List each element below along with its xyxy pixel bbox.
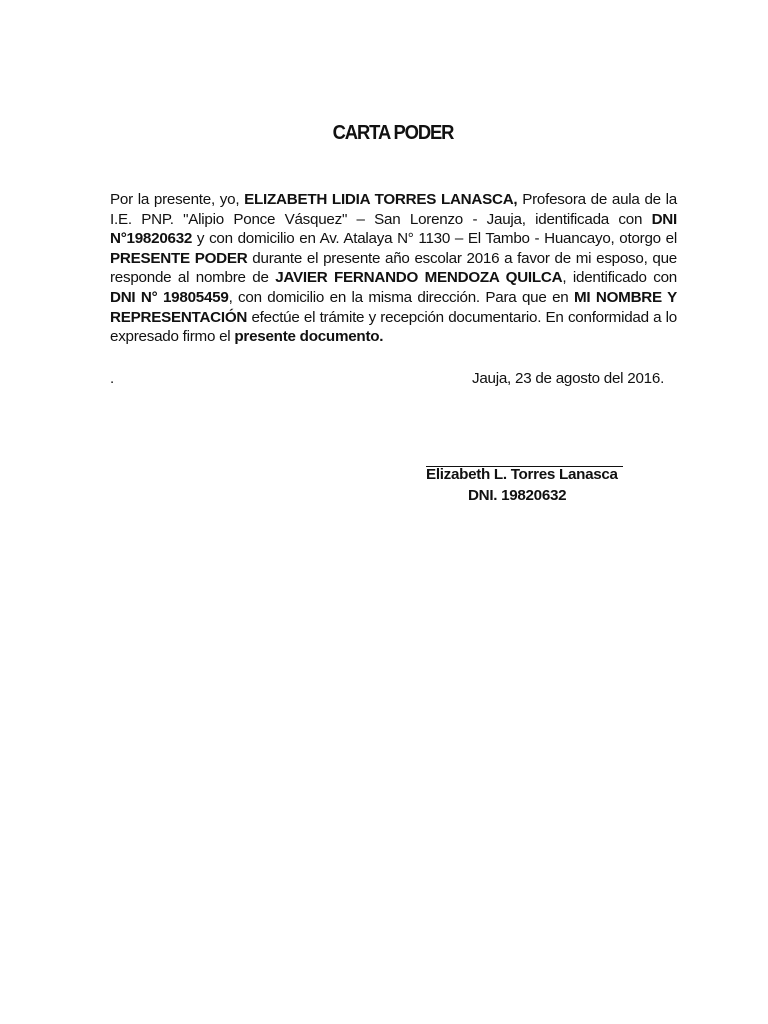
text-segment: Profesora de aula de la I.E. PNP. "Alipio Ponce Vásquez" – San Lorenzo - Jauja, identificada con: [110, 191, 677, 228]
signatory-dni: DNI. 19820632: [468, 487, 567, 504]
grantor-name: ELIZABETH LIDIA TORRES LANASCA,: [244, 191, 518, 208]
text-segment: , identificado con: [562, 269, 677, 287]
place-date: Jauja, 23 de agosto del 2016.: [472, 370, 665, 387]
stray-dot: .: [110, 370, 115, 387]
document-phrase: presente documento.: [234, 328, 384, 346]
text-segment: durante el presente año escolar 2016 a favor de mi esposo, que responde al nombre de: [110, 249, 677, 287]
text-segment: y con domicilio en Av. Atalaya N° 1130 – El Tambo - Huancayo, otorgo el: [192, 230, 677, 248]
body-paragraph: [110, 190, 677, 347]
text-segment: Por la presente, yo,: [110, 191, 245, 208]
text-segment: , con domicilio en la misma dirección. Para que en: [228, 288, 574, 306]
document-title: CARTA PODER: [332, 122, 454, 144]
power-phrase: PRESENTE PODER: [110, 249, 248, 267]
text-segment: efectúe el trámite y recepción documentario. En conformidad a lo expresado firmo el: [110, 308, 677, 346]
representation-phrase: MI NOMBRE Y REPRESENTACIÓN: [110, 288, 678, 326]
grantee-name: JAVIER FERNANDO MENDOZA QUILCA: [275, 269, 563, 287]
grantor-dni: DNI N°19820632: [110, 210, 677, 248]
grantee-dni: DNI N° 19805459: [110, 288, 229, 306]
signatory-name: Elizabeth L. Torres Lanasca: [426, 466, 618, 483]
